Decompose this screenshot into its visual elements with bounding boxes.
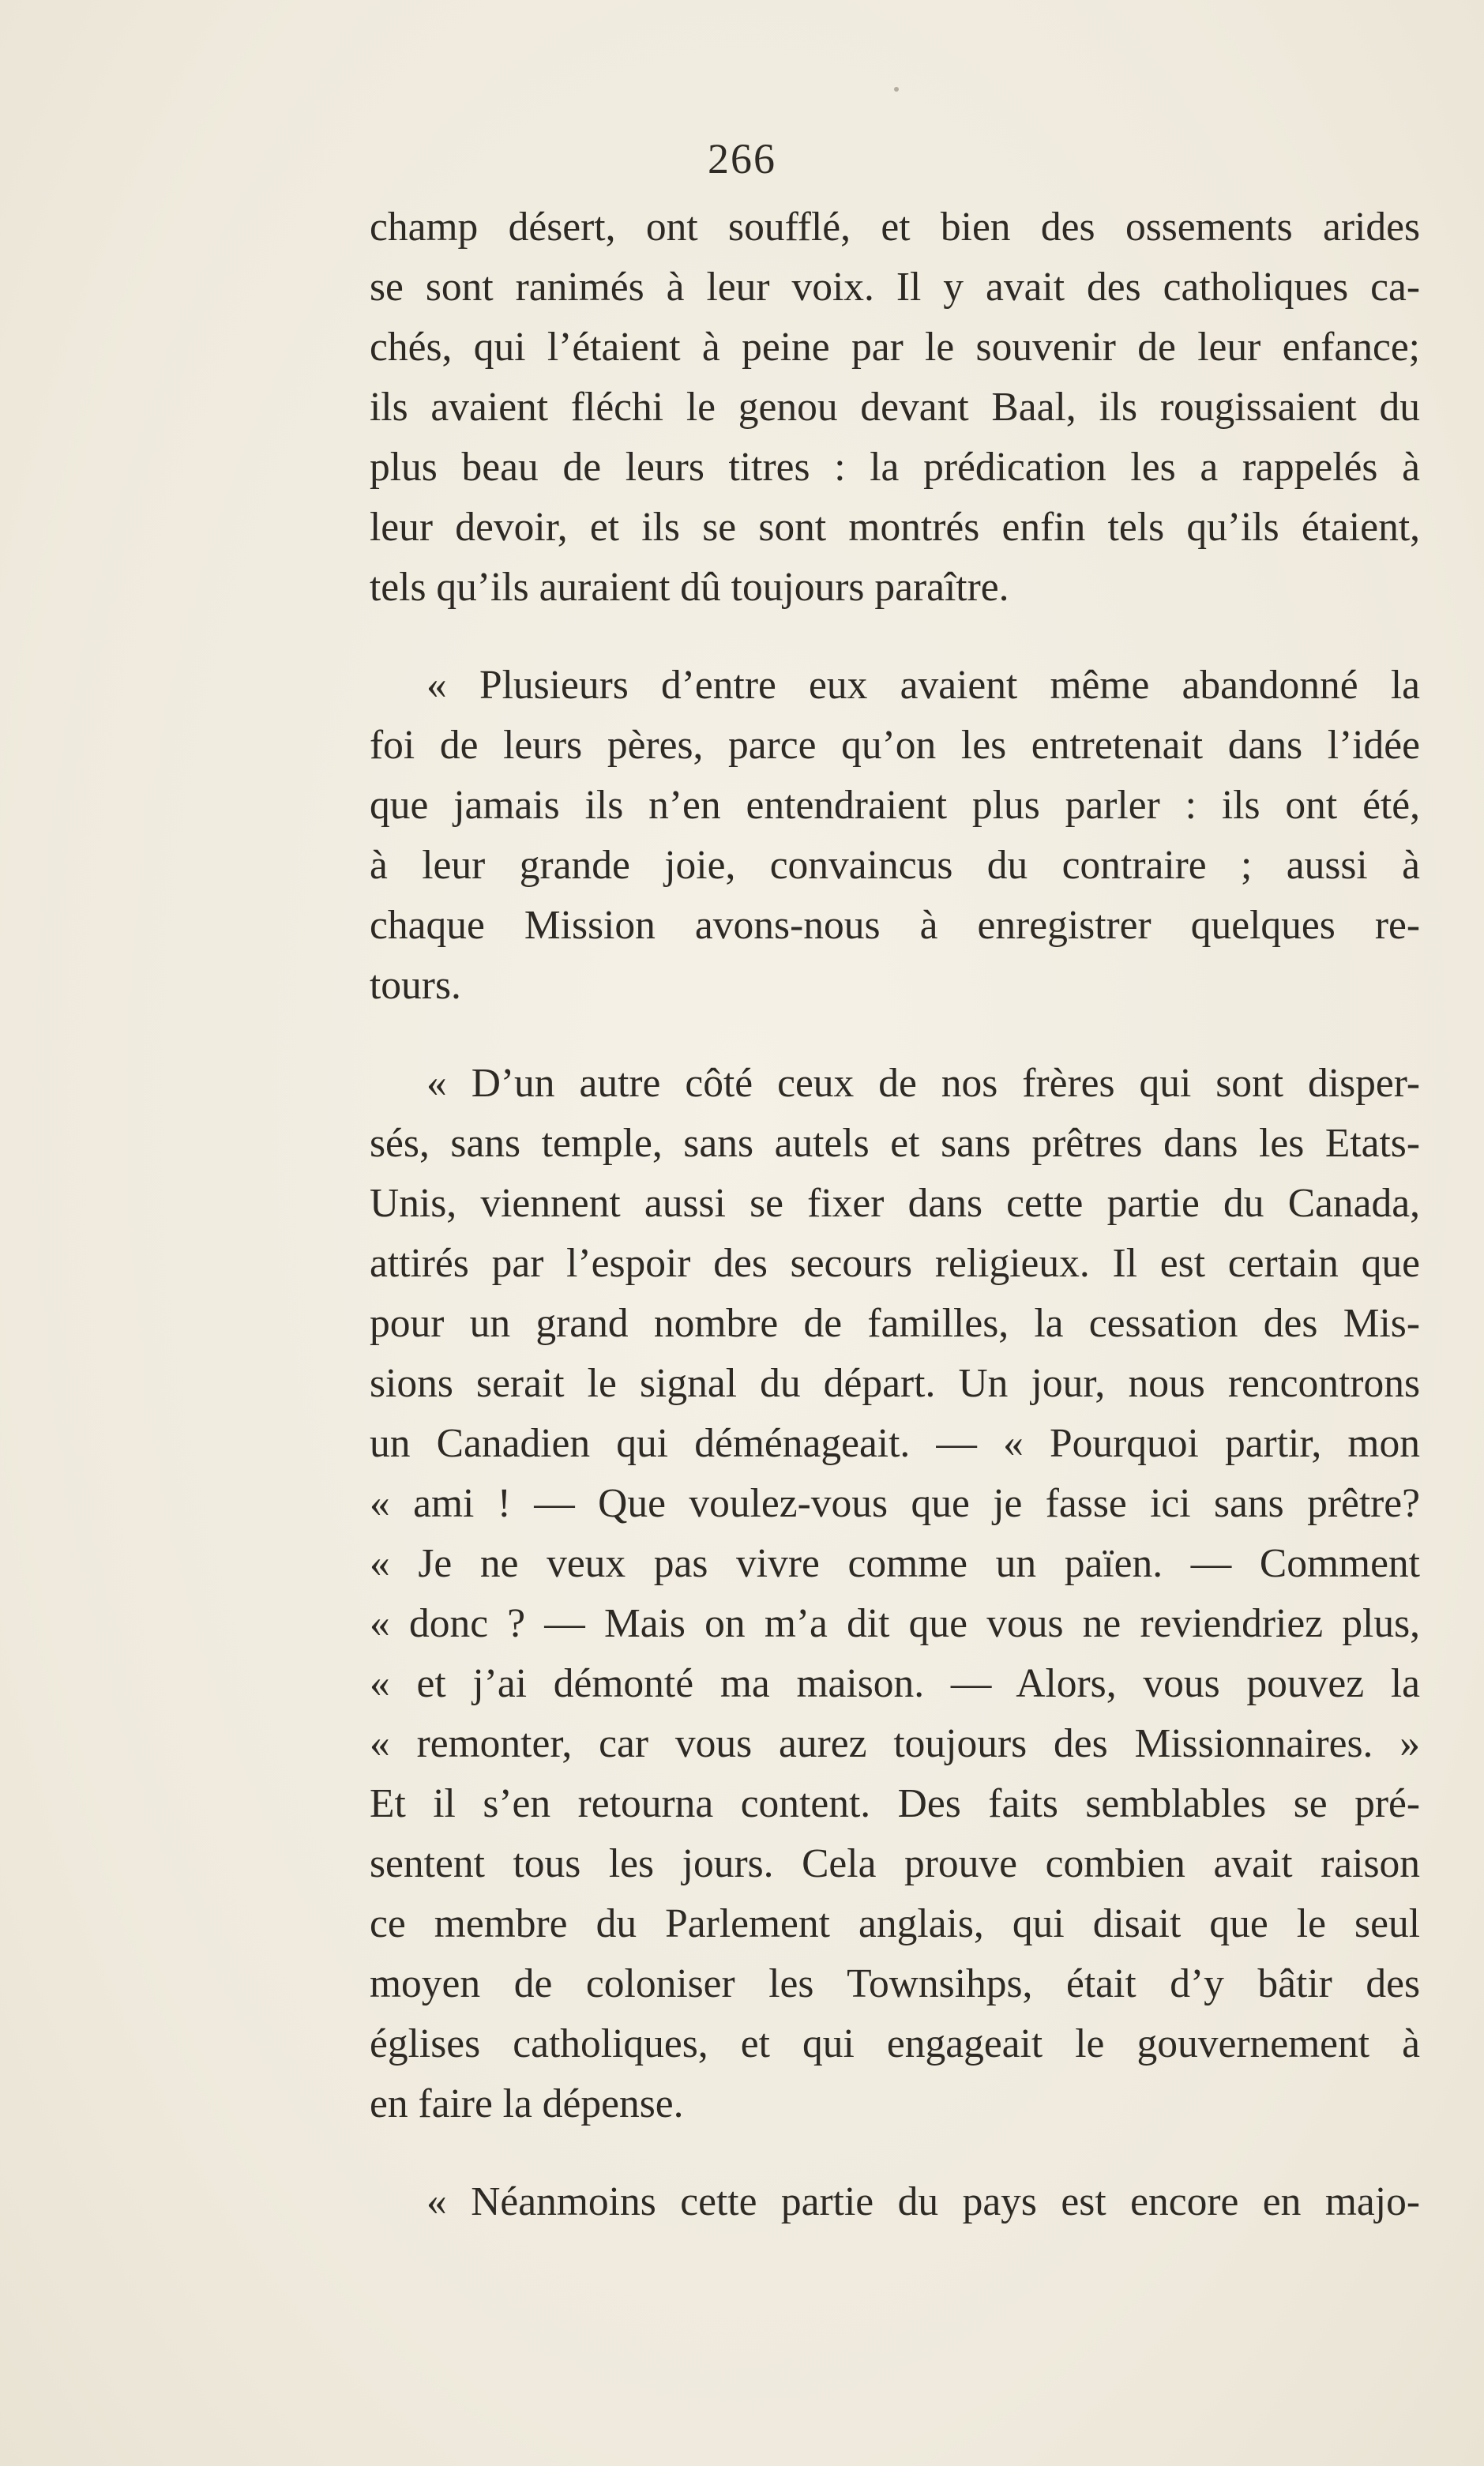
- text-line: en faire la dépense.: [370, 2081, 684, 2126]
- text-line: sions serait le signal du départ. Un jour, nous rencontrons: [370, 1361, 1420, 1406]
- paper-speck: [894, 87, 899, 92]
- text-line: églises catholiques, et qui engageait le gouvernement à: [370, 2021, 1420, 2066]
- text-line: sentent tous les jours. Cela prouve combien avait raison: [370, 1841, 1420, 1886]
- text-line: « donc ? — Mais on m’a dit que vous ne reviendriez plus,: [370, 1601, 1420, 1646]
- text-line: plus beau de leurs titres : la prédication les a rappelés à: [370, 445, 1420, 490]
- text-line: champ désert, ont soufflé, et bien des ossements arides: [370, 205, 1420, 250]
- text-line: « Néanmoins cette partie du pays est encore en majo-: [426, 2179, 1420, 2224]
- text-line: à leur grande joie, convaincus du contraire ; aussi à: [370, 843, 1420, 888]
- text-line: Et il s’en retourna content. Des faits semblables se pré-: [370, 1781, 1420, 1826]
- paragraph-spacer: [370, 1016, 1420, 1054]
- text-line: Unis, viennent aussi se fixer dans cette partie du Canada,: [370, 1181, 1420, 1226]
- text-line: « D’un autre côté ceux de nos frères qui sont disper-: [426, 1061, 1420, 1106]
- text-line: un Canadien qui déménageait. — « Pourquoi partir, mon: [370, 1421, 1420, 1466]
- text-line: tels qu’ils auraient dû toujours paraître.: [370, 565, 1009, 610]
- text-line: tours.: [370, 963, 461, 1008]
- paragraph-3: [370, 1054, 1420, 2134]
- text-line: se sont ranimés à leur voix. Il y avait des catholiques ca-: [370, 265, 1420, 310]
- text-line: ils avaient fléchi le genou devant Baal, ils rougissaient du: [370, 385, 1420, 430]
- text-line: attirés par l’espoir des secours religieux. Il est certain que: [370, 1241, 1420, 1286]
- paragraph-spacer: [370, 2134, 1420, 2172]
- text-line: que jamais ils n’en entendraient plus parler : ils ont été,: [370, 783, 1420, 828]
- text-line: pour un grand nombre de familles, la cessation des Mis-: [370, 1301, 1420, 1346]
- page-number: 266: [708, 135, 776, 182]
- text-line: moyen de coloniser les Townsihps, était d’y bâtir des: [370, 1961, 1420, 2006]
- text-line: ce membre du Parlement anglais, qui disait que le seul: [370, 1901, 1420, 1946]
- text-line: « remonter, car vous aurez toujours des Missionnaires. »: [370, 1721, 1420, 1766]
- text-line: leur devoir, et ils se sont montrés enfin tels qu’ils étaient,: [370, 505, 1420, 550]
- paragraph-2: [370, 656, 1420, 1016]
- text-line: foi de leurs pères, parce qu’on les entretenait dans l’idée: [370, 723, 1420, 768]
- paragraph-spacer: [370, 618, 1420, 656]
- text-line: « et j’ai démonté ma maison. — Alors, vous pouvez la: [370, 1661, 1420, 1706]
- text-line: chaque Mission avons-nous à enregistrer quelques re-: [370, 903, 1420, 948]
- text-line: « ami ! — Que voulez-vous que je fasse ici sans prêtre?: [370, 1481, 1420, 1526]
- paragraph-4: [370, 2172, 1420, 2232]
- text-line: « Je ne veux pas vivre comme un païen. — Comment: [370, 1541, 1420, 1586]
- text-line: « Plusieurs d’entre eux avaient même abandonné la: [426, 663, 1420, 708]
- body-text: [370, 197, 1420, 2232]
- text-line: chés, qui l’étaient à peine par le souvenir de leur enfance;: [370, 325, 1420, 370]
- text-line: sés, sans temple, sans autels et sans prêtres dans les Etats-: [370, 1121, 1420, 1166]
- paragraph-1: [370, 197, 1420, 618]
